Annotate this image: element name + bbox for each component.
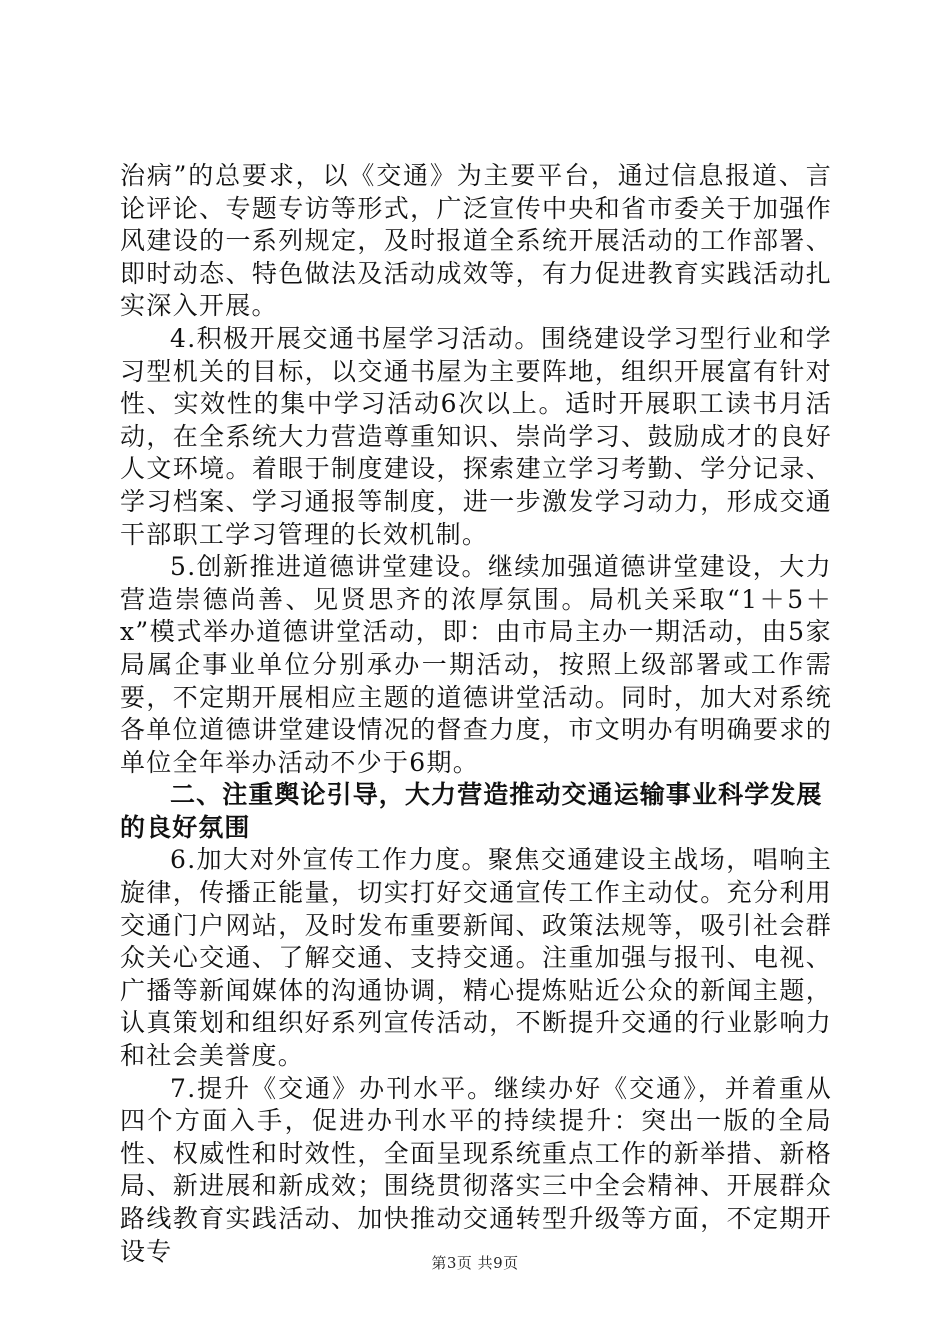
paragraph-item-5: 5.创新推进道德讲堂建设。继续加强道德讲堂建设，大力营造崇德尚善、见贤思齐的浓厚氛围。局机关采取“1＋5＋x”模式举办道德讲堂活动，即：由市局主办一期活动，由5家局属企事业单位分别承办一期活动，按照上级部署或工作需要，不定期开展相应主题的道德讲堂活动。同时，加大对系统各单位道德讲堂建设情况的督查力度，市文明办有明确要求的单位全年举办活动不少于6期。 (120, 552, 832, 777)
paragraph-item-6: 6.加大对外宣传工作力度。聚焦交通建设主战场，唱响主旋律，传播正能量，切实打好交通宣传工作主动仗。充分利用交通门户网站，及时发布重要新闻、政策法规等，吸引社会群众关心交通、了解交通、支持交通。注重加强与报刊、电视、广播等新闻媒体的沟通协调，精心提炼贴近公众的新闻主题，认真策划和组织好系列宣传活动，不断提升交通的行业影响力和社会美誉度。 (120, 845, 832, 1071)
section-heading: 二、注重舆论引导，大力营造推动交通运输事业科学发展的良好氛围 (120, 780, 823, 842)
paragraph-item-4: 4.积极开展交通书屋学习活动。围绕建设学习型行业和学习型机关的目标，以交通书屋为主要阵地，组织开展富有针对性、实效性的集中学习活动6次以上。适时开展职工读书月活动，在全系统大力营造尊重知识、崇尚学习、鼓励成才的良好人文环境。着眼于制度建设，探索建立学习考勤、学分记录、学习档案、学习通报等制度，进一步激发学习动力，形成交通干部职工学习管理的长效机制。 (120, 323, 832, 549)
page-footer: 第3页 共9页 (431, 1254, 519, 1272)
document-body (120, 160, 832, 1268)
paragraph-item-7: 7.提升《交通》办刊水平。继续办好《交通》，并着重从四个方面入手，促进办刊水平的持续提升：突出一版的全局性、权威性和时效性，全面呈现系统重点工作的新举措、新格局、新进展和新成效；围绕贯彻落实三中全会精神、开展群众路线教育实践活动、加快推动交通转型升级等方面，不定期开设专 (120, 1073, 832, 1266)
paragraph-continuation: 治病”的总要求，以《交通》为主要平台，通过信息报道、言论评论、专题专访等形式，广泛宣传中央和省市委关于加强作风建设的一系列规定，及时报道全系统开展活动的工作部署、即时动态、特色做法及活动成效等，有力促进教育实践活动扎实深入开展。 (120, 161, 832, 321)
